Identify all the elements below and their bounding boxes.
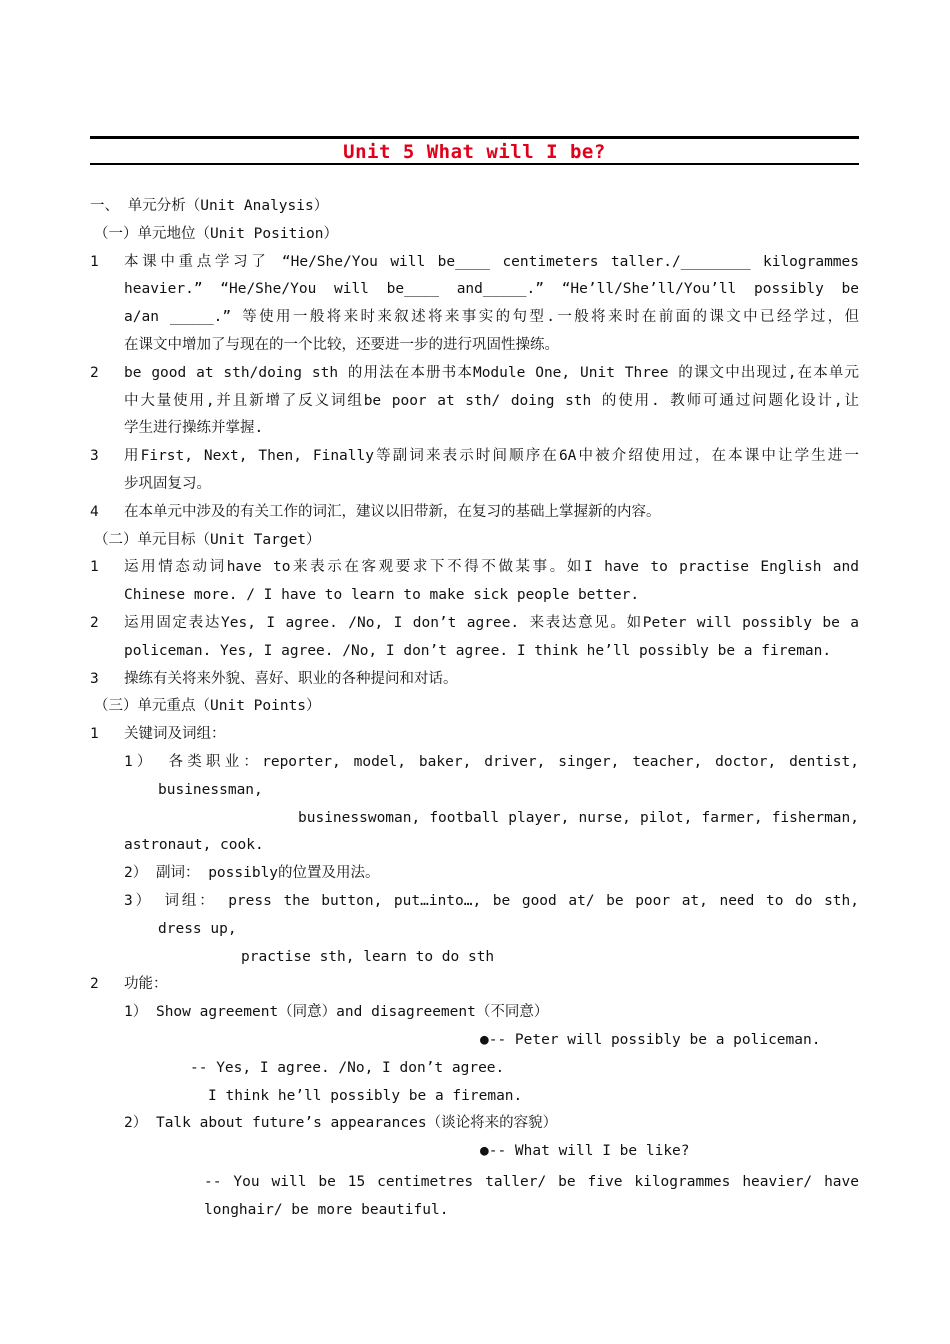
item-number bbox=[90, 582, 124, 610]
item-text: 功能： bbox=[124, 976, 168, 993]
adverb-line: 2） 副词： possibly的位置及用法。 bbox=[124, 865, 380, 882]
item-number: 3 bbox=[90, 670, 99, 687]
target-item-line bbox=[90, 638, 859, 666]
position-item-line bbox=[90, 249, 859, 277]
phrase-line: dress up, bbox=[158, 920, 237, 937]
item-number bbox=[90, 638, 124, 666]
dialogue-answer: longhair/ be more beautiful. bbox=[204, 1201, 449, 1218]
position-item-line bbox=[90, 332, 859, 360]
position-item-line bbox=[90, 360, 859, 388]
position-item-line bbox=[90, 471, 859, 499]
item-number bbox=[90, 471, 124, 499]
position-item-line bbox=[90, 443, 859, 471]
item-number: 1 bbox=[90, 559, 99, 576]
item-number: 4 bbox=[90, 503, 99, 520]
dialogue-answer: -- Yes, I agree. /No, I don’t agree. bbox=[190, 1059, 505, 1076]
points-item-1 bbox=[90, 721, 859, 749]
position-item-line bbox=[90, 276, 859, 304]
position-item-line bbox=[90, 499, 859, 527]
item-text: Chinese more. / I have to learn to make sick people better. bbox=[124, 587, 640, 604]
target-item-line bbox=[90, 610, 859, 638]
subsection-heading-position: （一）单元地位（Unit Position） bbox=[94, 225, 338, 242]
jobs-line: astronaut, cook. bbox=[124, 837, 264, 854]
position-list bbox=[90, 249, 859, 527]
item-text: 关键词及词组： bbox=[124, 726, 226, 743]
item-text: 运用固定表达Yes, I agree. /No, I don’t agree. 来表达意见。如Peter will possibly be a bbox=[124, 614, 859, 631]
item-text: 本课中重点学习了 “He/She/You will be____ centimeters taller./________ kilogrammes bbox=[124, 253, 859, 270]
item-text: 步巩固复习。 bbox=[124, 475, 211, 492]
target-list bbox=[90, 554, 859, 693]
target-item-line bbox=[90, 666, 859, 694]
item-text: a/an _____.” 等使用一般将来时来叙述将来事实的句型.一般将来时在前面的课文中已经学过，但 bbox=[124, 309, 859, 326]
item-text: be good at sth/doing sth 的用法在本册书本Module One, Unit Three 的课文中出现过,在本单元 bbox=[124, 364, 859, 381]
document-body bbox=[90, 193, 859, 1224]
function-title: 2） Talk about future’s appearances（谈论将来的容貌） bbox=[124, 1115, 558, 1132]
dialogue-answer: I think he’ll possibly be a fireman. bbox=[208, 1087, 523, 1104]
item-number: 2 bbox=[90, 364, 99, 381]
section-heading: 一、 单元分析（Unit Analysis） bbox=[90, 198, 329, 214]
phrase-line: practise sth, learn to do sth bbox=[241, 948, 495, 965]
item-number bbox=[90, 415, 124, 443]
phrase-line: 3） 词组： press the button, put…into…, be good at/ be poor at, need to do sth, bbox=[124, 892, 859, 909]
position-item-line bbox=[90, 415, 859, 443]
item-text: 中大量使用,并且新增了反义词组be poor at sth/ doing sth 的使用. 教师可通过问题化设计,让 bbox=[124, 392, 859, 409]
item-number: 1 bbox=[90, 726, 99, 743]
title-bottom-rule bbox=[90, 163, 859, 165]
subsection-heading-target: （二）单元目标（Unit Target） bbox=[94, 531, 321, 548]
item-text: heavier.” “He/She/You will be____ and_____.” “He’ll/She’ll/You’ll possibly be bbox=[124, 281, 859, 298]
item-number: 2 bbox=[90, 976, 99, 993]
item-number: 2 bbox=[90, 614, 99, 631]
function-title: 1） Show agreement（同意）and disagreement（不同意） bbox=[124, 1004, 549, 1021]
item-text: 学生进行操练并掌握. bbox=[124, 420, 264, 437]
item-text: policeman. Yes, I agree. /No, I don’t agree. I think he’ll possibly be a fireman. bbox=[124, 642, 832, 659]
dialogue-question: ●-- Peter will possibly be a policeman. bbox=[480, 1031, 821, 1048]
dialogue-answer: -- You will be 15 centimetres taller/ be five kilogrammes heavier/ have bbox=[204, 1173, 859, 1190]
item-text: 在课文中增加了与现在的一个比较，还要进一步的进行巩固性操练。 bbox=[124, 336, 559, 353]
target-item-line bbox=[90, 582, 859, 610]
target-item-line bbox=[90, 554, 859, 582]
page-title: Unit 5 What will I be? bbox=[343, 141, 606, 163]
item-text: 在本单元中涉及的有关工作的词汇，建议以旧带新，在复习的基础上掌握新的内容。 bbox=[124, 503, 661, 520]
jobs-line: businessman, bbox=[158, 781, 263, 798]
item-number bbox=[90, 304, 124, 332]
subsection-heading-points: （三）单元重点（Unit Points） bbox=[94, 698, 321, 715]
jobs-line: businesswoman, football player, nurse, pilot, farmer, fisherman, bbox=[298, 809, 859, 826]
points-item-2 bbox=[90, 971, 859, 999]
item-number: 1 bbox=[90, 253, 99, 270]
position-item-line bbox=[90, 304, 859, 332]
item-text: 运用情态动词have to来表示在客观要求下不得不做某事。如I have to practise English and bbox=[124, 559, 859, 576]
item-text: 用First, Next, Then, Finally等副词来表示时间顺序在6A中被介绍使用过，在本课中让学生进一 bbox=[124, 448, 859, 465]
item-number bbox=[90, 332, 124, 360]
position-item-line bbox=[90, 388, 859, 416]
item-number bbox=[90, 388, 124, 416]
title-top-rule bbox=[90, 136, 859, 139]
jobs-line: 1） 各类职业：reporter, model, baker, driver, singer, teacher, doctor, dentist, bbox=[124, 753, 859, 770]
dialogue-question: ●-- What will I be like? bbox=[480, 1143, 690, 1160]
item-number: 3 bbox=[90, 448, 99, 465]
item-number bbox=[90, 276, 124, 304]
item-text: 操练有关将来外貌、喜好、职业的各种提问和对话。 bbox=[124, 670, 458, 687]
